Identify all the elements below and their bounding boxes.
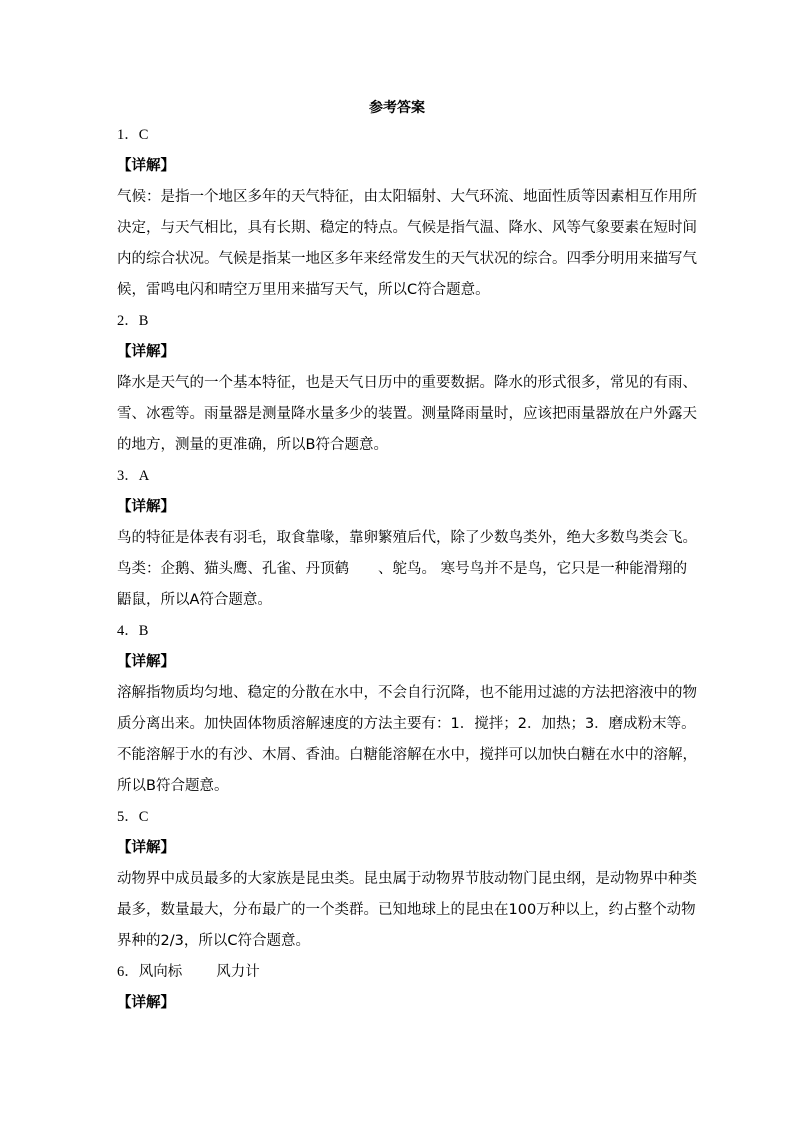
detail-heading: 【详解】 (117, 840, 175, 856)
explanation-line: 内的综合状况。气候是指某一地区多年来经常发生的天气状况的综合。四季分明用来描写气 (117, 251, 697, 267)
explanation-line: 界种的2/3，所以C符合题意。 (117, 933, 310, 949)
page-title: 参考答案 (369, 100, 425, 116)
explanation-line: 决定，与天气相比，具有长期、稳定的特点。气候是指气温、降水、风等气象要素在短时间 (117, 220, 697, 236)
explanation-line: 降水是天气的一个基本特征，也是天气日历中的重要数据。降水的形式很多，常见的有雨、 (117, 375, 697, 391)
answer-number: 1．C (117, 127, 149, 143)
answer-number: 4．B (117, 623, 149, 639)
answer-number: 2．B (117, 313, 149, 329)
explanation-line: 的地方，测量的更准确，所以B符合题意。 (117, 437, 388, 453)
explanation-line: 不能溶解于水的有沙、木屑、香油。白糖能溶解在水中，搅拌可以加快白糖在水中的溶解， (117, 747, 697, 763)
detail-heading: 【详解】 (117, 344, 175, 360)
explanation-line: 鸟类：企鹅、猫头鹰、孔雀、丹顶鹤 、鸵鸟。 寒号鸟并不是鸟，它只是一种能滑翔的 (117, 561, 688, 577)
explanation-line: 动物界中成员最多的大家族是昆虫类。昆虫属于动物界节肢动物门昆虫纲，是动物界中种类 (117, 871, 697, 887)
explanation-line: 鸟的特征是体表有羽毛，取食靠喙，靠卵繁殖后代，除了少数鸟类外，绝大多数鸟类会飞。 (117, 530, 697, 546)
explanation-line: 溶解指物质均匀地、稳定的分散在水中，不会自行沉降，也不能用过滤的方法把溶液中的物 (117, 685, 697, 701)
detail-heading: 【详解】 (117, 654, 175, 670)
explanation-line: 鼯鼠，所以A符合题意。 (117, 592, 272, 608)
explanation-line: 最多，数量最大，分布最广的一个类群。已知地球上的昆虫在100万种以上，约占整个动物 (117, 902, 696, 918)
answer-blank-2: 风力计 (216, 964, 260, 980)
explanation-line: 所以B符合题意。 (117, 778, 229, 794)
answer-number: 3．A (117, 468, 150, 484)
explanation-line: 候，雷鸣电闪和晴空万里用来描写天气，所以C符合题意。 (117, 282, 490, 298)
detail-heading: 【详解】 (117, 995, 175, 1011)
answer-blank-1: 风向标 (138, 964, 183, 980)
explanation-line: 气候：是指一个地区多年的天气特征，由太阳辐射、大气环流、地面性质等因素相互作用所 (117, 189, 697, 205)
answer-number: 6． (117, 964, 139, 980)
answer-number: 5．C (117, 809, 149, 825)
detail-heading: 【详解】 (117, 499, 175, 515)
answer-line-6 (117, 957, 691, 988)
detail-heading: 【详解】 (117, 158, 175, 174)
answer-list (117, 120, 697, 1019)
explanation-line: 质分离出来。加快固体物质溶解速度的方法主要有：1．搅拌；2．加热；3．磨成粉末等。 (117, 716, 696, 732)
explanation-line: 雪、冰雹等。雨量器是测量降水量多少的装置。测量降雨量时，应该把雨量器放在户外露天 (117, 406, 697, 422)
